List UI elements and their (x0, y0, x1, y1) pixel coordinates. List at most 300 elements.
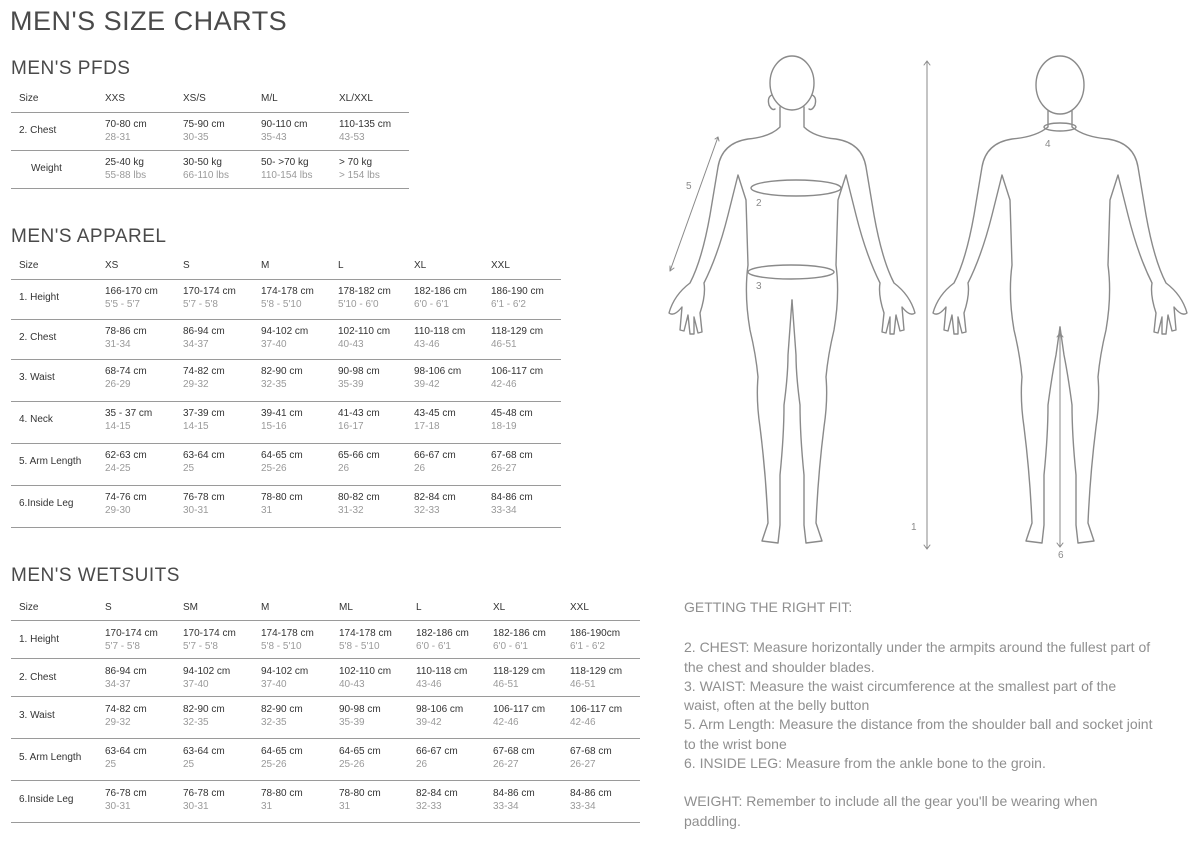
metric-value: 45-48 cm (491, 407, 533, 419)
metric-value: 182-186 cm (414, 285, 467, 297)
size-cell (105, 279, 183, 319)
metric-value: 86-94 cm (105, 665, 147, 677)
size-cell (414, 443, 491, 485)
metric-value: 76-78 cm (183, 491, 225, 503)
size-cell (183, 696, 261, 738)
imperial-value: 35-43 (261, 131, 287, 143)
size-header-cell: S (105, 595, 183, 620)
imperial-value: 43-46 (416, 678, 442, 690)
imperial-value: 31 (261, 504, 273, 516)
size-cell (414, 485, 491, 527)
row-label: 3. Waist (19, 371, 55, 383)
size-cell (105, 620, 183, 658)
size-header-label: Size (11, 253, 105, 279)
imperial-value: 15-16 (261, 420, 287, 432)
imperial-value: 6'0 - 6'1 (493, 640, 528, 652)
figure-label-waist: 3 (756, 281, 762, 292)
metric-value: 65-66 cm (338, 449, 380, 461)
size-cell (183, 738, 261, 780)
metric-value: 50- >70 kg (261, 156, 309, 168)
imperial-value: 25-26 (261, 462, 287, 474)
metric-value: 35 - 37 cm (105, 407, 153, 419)
size-cell (338, 443, 414, 485)
size-cell (338, 359, 414, 401)
row-label: 5. Arm Length (19, 455, 82, 467)
metric-value: 166-170 cm (105, 285, 158, 297)
metric-value: > 70 kg (339, 156, 373, 168)
metric-value: 98-106 cm (414, 365, 462, 377)
table-row (11, 780, 640, 822)
row-label: 3. Waist (19, 709, 55, 721)
metric-value: 67-68 cm (570, 745, 612, 757)
imperial-value: 66-110 lbs (183, 169, 229, 181)
metric-value: 182-186 cm (493, 627, 546, 639)
imperial-value: 24-25 (105, 462, 131, 474)
metric-value: 82-90 cm (261, 365, 303, 377)
size-cell (416, 620, 493, 658)
imperial-value: 32-33 (414, 504, 440, 516)
imperial-value: 32-35 (261, 716, 287, 728)
imperial-value: 31-34 (105, 338, 131, 350)
imperial-value: 26 (416, 758, 428, 770)
imperial-value: 6'1 - 6'2 (491, 298, 526, 310)
metric-value: 94-102 cm (261, 665, 309, 677)
fit-guide-arm-length: 5. Arm Length: Measure the distance from the shoulder ball and socket joint to the wrist bone (684, 716, 1153, 752)
apparel-size-table (11, 253, 561, 528)
fit-guide (684, 598, 1154, 831)
size-header-cell: XS/S (183, 86, 261, 112)
imperial-value: 26-27 (493, 758, 519, 770)
size-cell (105, 696, 183, 738)
page-title: MEN'S SIZE CHARTS (10, 6, 288, 36)
metric-value: 186-190 cm (491, 285, 544, 297)
size-cell (491, 401, 561, 443)
size-cell (338, 485, 414, 527)
size-header-cell: L (416, 595, 493, 620)
size-cell (105, 443, 183, 485)
metric-value: 74-82 cm (183, 365, 225, 377)
metric-value: 118-129 cm (493, 665, 546, 677)
size-cell (416, 738, 493, 780)
row-label: 4. Neck (19, 413, 53, 425)
imperial-value: 5'8 - 5'10 (261, 640, 302, 652)
figure-label-neck: 4 (1045, 139, 1051, 150)
size-cell (261, 658, 339, 696)
size-cell (183, 485, 261, 527)
imperial-value: 29-32 (183, 378, 209, 390)
table-row (11, 359, 561, 401)
imperial-value: 16-17 (338, 420, 364, 432)
metric-value: 43-45 cm (414, 407, 456, 419)
metric-value: 70-80 cm (105, 118, 147, 130)
size-cell (105, 112, 183, 150)
wetsuits-size-table (11, 595, 640, 823)
metric-value: 110-135 cm (339, 118, 392, 130)
imperial-value: 26 (414, 462, 426, 474)
metric-value: 118-129 cm (570, 665, 623, 677)
size-cell (570, 738, 640, 780)
metric-value: 39-41 cm (261, 407, 303, 419)
row-label: Weight (31, 162, 62, 174)
metric-value: 170-174 cm (105, 627, 158, 639)
metric-value: 41-43 cm (338, 407, 380, 419)
row-label-cell (11, 738, 105, 780)
metric-value: 82-90 cm (183, 703, 225, 715)
imperial-value: 5'10 - 6'0 (338, 298, 379, 310)
imperial-value: 32-35 (183, 716, 209, 728)
imperial-value: 55-88 lbs (105, 169, 147, 181)
size-cell (261, 150, 339, 188)
metric-value: 94-102 cm (261, 325, 309, 337)
size-cell (105, 485, 183, 527)
imperial-value: 25-26 (339, 758, 365, 770)
metric-value: 74-76 cm (105, 491, 147, 503)
metric-value: 106-117 cm (491, 365, 544, 377)
row-label-cell (11, 319, 105, 359)
size-cell (414, 401, 491, 443)
size-header-cell: L (338, 253, 414, 279)
metric-value: 170-174 cm (183, 627, 236, 639)
metric-value: 174-178 cm (261, 285, 314, 297)
metric-value: 78-80 cm (261, 491, 303, 503)
fit-guide-inside-leg: 6. INSIDE LEG: Measure from the ankle bone to the groin. (684, 755, 1046, 772)
imperial-value: 37-40 (261, 338, 287, 350)
metric-value: 178-182 cm (338, 285, 391, 297)
imperial-value: 26-27 (570, 758, 596, 770)
waist-measure-ring (748, 265, 834, 279)
size-header-cell: XXS (105, 86, 183, 112)
metric-value: 76-78 cm (183, 787, 225, 799)
size-cell (261, 738, 339, 780)
imperial-value: 42-46 (570, 716, 596, 728)
metric-value: 78-80 cm (339, 787, 381, 799)
body-measurement-figure (660, 55, 1200, 565)
size-cell (338, 279, 414, 319)
size-cell (261, 780, 339, 822)
chest-measure-ring (751, 180, 841, 196)
size-header-cell: M (261, 595, 339, 620)
size-header-cell: SM (183, 595, 261, 620)
size-cell (105, 738, 183, 780)
metric-value: 82-84 cm (416, 787, 458, 799)
size-header-cell: XXL (491, 253, 561, 279)
size-cell (416, 780, 493, 822)
size-cell (261, 696, 339, 738)
metric-value: 118-129 cm (491, 325, 544, 337)
wetsuits-section-title: MEN'S WETSUITS (11, 565, 180, 586)
metric-value: 182-186 cm (416, 627, 469, 639)
front-body-outline (669, 56, 915, 543)
size-cell (414, 359, 491, 401)
size-cell (183, 620, 261, 658)
metric-value: 74-82 cm (105, 703, 147, 715)
imperial-value: 14-15 (183, 420, 209, 432)
size-cell (261, 620, 339, 658)
size-header-cell: S (183, 253, 261, 279)
imperial-value: 34-37 (105, 678, 131, 690)
pfds-section-title: MEN'S PFDS (11, 58, 131, 79)
imperial-value: 26-29 (105, 378, 131, 390)
row-label: 1. Height (19, 291, 60, 303)
size-cell (570, 620, 640, 658)
row-label-cell (11, 150, 105, 188)
metric-value: 67-68 cm (493, 745, 535, 757)
imperial-value: 29-32 (105, 716, 131, 728)
neck-measure-ring (1044, 123, 1076, 131)
size-cell (416, 658, 493, 696)
row-label: 6.Inside Leg (19, 497, 74, 509)
size-header-cell: XL/XXL (339, 86, 409, 112)
size-cell (339, 780, 416, 822)
table-row (11, 279, 561, 319)
size-cell (338, 319, 414, 359)
table-row (11, 696, 640, 738)
size-header-cell: M (261, 253, 338, 279)
metric-value: 174-178 cm (339, 627, 392, 639)
row-label-cell (11, 443, 105, 485)
metric-value: 90-98 cm (338, 365, 380, 377)
size-header-cell: XXL (570, 595, 640, 620)
metric-value: 170-174 cm (183, 285, 236, 297)
imperial-value: 25 (183, 462, 195, 474)
size-cell (261, 359, 338, 401)
imperial-value: 5'8 - 5'10 (261, 298, 302, 310)
size-cell (183, 401, 261, 443)
row-label-cell (11, 658, 105, 696)
size-header-cell: M/L (261, 86, 339, 112)
row-label-cell (11, 485, 105, 527)
size-header-cell: ML (339, 595, 416, 620)
size-cell (105, 150, 183, 188)
size-cell (105, 658, 183, 696)
imperial-value: 42-46 (491, 378, 517, 390)
size-cell (183, 319, 261, 359)
row-label: 1. Height (19, 633, 60, 645)
imperial-value: 6'1 - 6'2 (570, 640, 605, 652)
fit-guide-title: GETTING THE RIGHT FIT: (684, 599, 853, 615)
imperial-value: 17-18 (414, 420, 440, 432)
row-label: 2. Chest (19, 124, 57, 136)
figure-label-arm-length: 5 (686, 181, 692, 192)
figure-label-height: 1 (911, 522, 917, 533)
size-cell (339, 112, 409, 150)
size-cell (261, 443, 338, 485)
imperial-value: 40-43 (338, 338, 364, 350)
fit-guide-waist: 3. WAIST: Measure the waist circumference at the smallest part of the waist, often at the belly button (684, 677, 1117, 714)
size-cell (570, 780, 640, 822)
metric-value: 76-78 cm (105, 787, 147, 799)
metric-value: 82-90 cm (261, 703, 303, 715)
measure-lines (670, 61, 1063, 549)
row-label-cell (11, 620, 105, 658)
metric-value: 84-86 cm (570, 787, 612, 799)
metric-value: 66-67 cm (414, 449, 456, 461)
size-cell (414, 279, 491, 319)
table-row (11, 150, 409, 188)
figure-label-chest: 2 (756, 198, 762, 209)
size-cell (105, 359, 183, 401)
imperial-value: 25 (183, 758, 195, 770)
metric-value: 78-86 cm (105, 325, 147, 337)
table-row (11, 658, 640, 696)
row-label: 2. Chest (19, 671, 57, 683)
row-label-cell (11, 780, 105, 822)
size-header-cell: XL (493, 595, 570, 620)
imperial-value: 29-30 (105, 504, 131, 516)
size-header-cell: XL (414, 253, 491, 279)
size-cell (261, 401, 338, 443)
metric-value: 64-65 cm (261, 449, 303, 461)
table-row (11, 738, 640, 780)
imperial-value: 31 (339, 800, 351, 812)
row-label-cell (11, 112, 105, 150)
size-cell (339, 696, 416, 738)
metric-value: 98-106 cm (416, 703, 464, 715)
imperial-value: 26 (338, 462, 350, 474)
size-cell (570, 658, 640, 696)
imperial-value: 46-51 (570, 678, 596, 690)
metric-value: 75-90 cm (183, 118, 225, 130)
fit-guide-chest: 2. CHEST: Measure horizontally under the armpits around the fullest part of the chest and shoulder blades. (684, 639, 1151, 675)
imperial-value: 46-51 (491, 338, 517, 350)
imperial-value: 5'7 - 5'8 (105, 640, 140, 652)
metric-value: 63-64 cm (183, 745, 225, 757)
size-cell (491, 319, 561, 359)
size-header-cell: XS (105, 253, 183, 279)
figure-label-inside-leg: 6 (1058, 550, 1064, 561)
size-cell (105, 401, 183, 443)
size-cell (339, 658, 416, 696)
imperial-value: 46-51 (493, 678, 519, 690)
size-cell (183, 112, 261, 150)
imperial-value: 5'8 - 5'10 (339, 640, 380, 652)
imperial-value: 30-31 (105, 800, 131, 812)
table-row (11, 443, 561, 485)
imperial-value: 35-39 (339, 716, 365, 728)
imperial-value: > 154 lbs (339, 169, 380, 181)
imperial-value: 14-15 (105, 420, 131, 432)
metric-value: 102-110 cm (338, 325, 391, 337)
metric-value: 68-74 cm (105, 365, 147, 377)
metric-value: 84-86 cm (493, 787, 535, 799)
size-cell (491, 485, 561, 527)
size-cell (183, 658, 261, 696)
imperial-value: 5'5 - 5'7 (105, 298, 140, 310)
imperial-value: 28-31 (105, 131, 131, 143)
size-cell (493, 696, 570, 738)
metric-value: 37-39 cm (183, 407, 225, 419)
imperial-value: 34-37 (183, 338, 209, 350)
size-cell (261, 279, 338, 319)
metric-value: 25-40 kg (105, 156, 144, 168)
size-cell (261, 112, 339, 150)
metric-value: 106-117 cm (570, 703, 623, 715)
imperial-value: 31 (261, 800, 273, 812)
imperial-value: 26-27 (491, 462, 517, 474)
metric-value: 174-178 cm (261, 627, 314, 639)
row-label: 2. Chest (19, 331, 57, 343)
size-cell (491, 443, 561, 485)
size-cell (183, 279, 261, 319)
imperial-value: 42-46 (493, 716, 519, 728)
imperial-value: 110-154 lbs (261, 169, 313, 181)
size-cell (416, 696, 493, 738)
row-label: 6.Inside Leg (19, 793, 74, 805)
metric-value: 62-63 cm (105, 449, 147, 461)
metric-value: 110-118 cm (416, 665, 468, 677)
metric-value: 102-110 cm (339, 665, 392, 677)
imperial-value: 39-42 (416, 716, 442, 728)
imperial-value: 6'0 - 6'1 (414, 298, 449, 310)
size-cell (105, 319, 183, 359)
size-cell (183, 443, 261, 485)
imperial-value: 32-33 (416, 800, 442, 812)
imperial-value: 43-53 (339, 131, 365, 143)
metric-value: 30-50 kg (183, 156, 222, 168)
metric-value: 106-117 cm (493, 703, 546, 715)
imperial-value: 32-35 (261, 378, 287, 390)
size-cell (105, 780, 183, 822)
row-label-cell (11, 279, 105, 319)
row-label: 5. Arm Length (19, 751, 82, 763)
metric-value: 80-82 cm (338, 491, 380, 503)
size-cell (183, 150, 261, 188)
metric-value: 86-94 cm (183, 325, 225, 337)
imperial-value: 40-43 (339, 678, 365, 690)
table-row (11, 620, 640, 658)
imperial-value: 25-26 (261, 758, 287, 770)
imperial-value: 37-40 (261, 678, 287, 690)
imperial-value: 5'7 - 5'8 (183, 640, 218, 652)
imperial-value: 33-34 (491, 504, 517, 516)
size-cell (338, 401, 414, 443)
size-cell (339, 620, 416, 658)
row-label-cell (11, 359, 105, 401)
imperial-value: 18-19 (491, 420, 517, 432)
metric-value: 64-65 cm (261, 745, 303, 757)
size-header-label: Size (11, 595, 105, 620)
size-cell (493, 738, 570, 780)
imperial-value: 25 (105, 758, 117, 770)
size-cell (183, 359, 261, 401)
imperial-value: 33-34 (570, 800, 596, 812)
metric-value: 63-64 cm (183, 449, 225, 461)
metric-value: 82-84 cm (414, 491, 456, 503)
imperial-value: 37-40 (183, 678, 209, 690)
metric-value: 90-110 cm (261, 118, 308, 130)
size-cell (339, 738, 416, 780)
imperial-value: 31-32 (338, 504, 364, 516)
metric-value: 94-102 cm (183, 665, 231, 677)
metric-value: 78-80 cm (261, 787, 303, 799)
size-cell (339, 150, 409, 188)
size-header-label: Size (11, 86, 105, 112)
row-label-cell (11, 696, 105, 738)
arm-length-line (670, 137, 718, 271)
imperial-value: 43-46 (414, 338, 440, 350)
size-cell (183, 780, 261, 822)
row-label-cell (11, 401, 105, 443)
table-row (11, 485, 561, 527)
metric-value: 186-190cm (570, 627, 621, 639)
metric-value: 90-98 cm (339, 703, 381, 715)
table-row (11, 319, 561, 359)
imperial-value: 39-42 (414, 378, 440, 390)
pfds-size-table (11, 86, 409, 189)
metric-value: 66-67 cm (416, 745, 458, 757)
imperial-value: 30-35 (183, 131, 209, 143)
size-cell (261, 485, 338, 527)
